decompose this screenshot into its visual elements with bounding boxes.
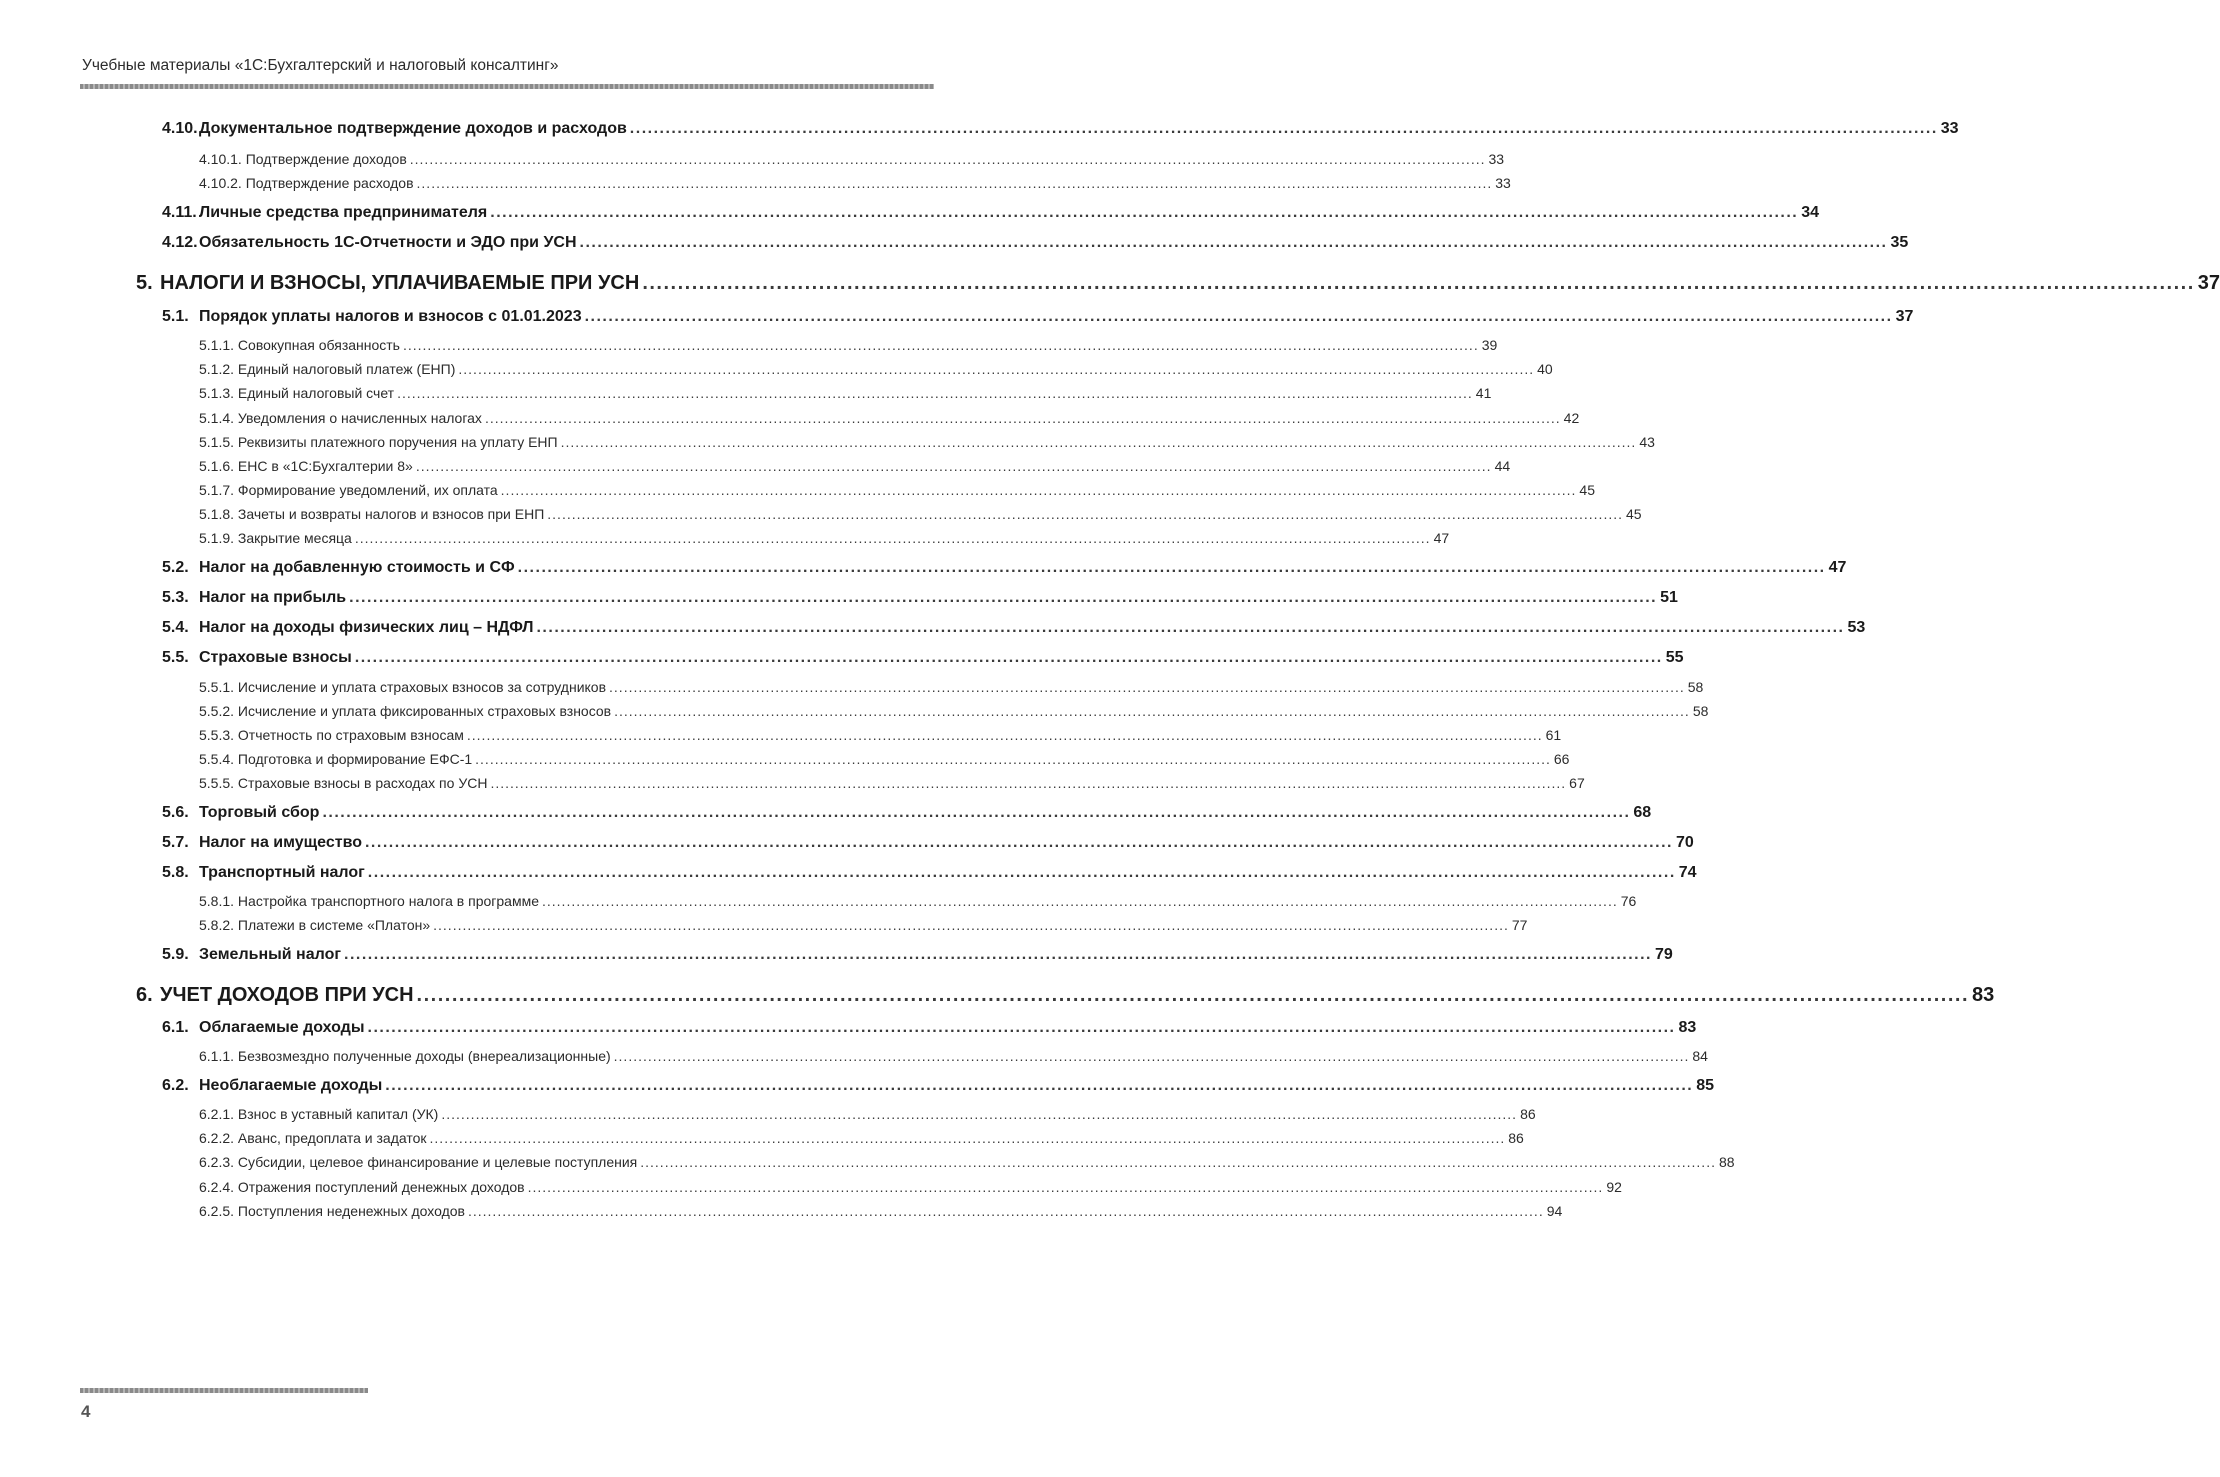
toc-entry-title <box>199 385 394 401</box>
toc-leader-dots: ............................................................................................................................................................................................................................ <box>322 804 1631 821</box>
toc-entry <box>199 175 1511 191</box>
toc-leader-dots: ............................................................................................................................................................................................................................ <box>397 385 1473 401</box>
toc-entry-title <box>162 834 362 852</box>
toc-entry-text: Закрытие месяца <box>237 530 352 546</box>
toc-entry-text: Взнос в уставный капитал (УК) <box>237 1106 439 1122</box>
toc-entry-title <box>199 1179 525 1195</box>
toc-entry-text: Страховые взносы в расходах по УСН <box>237 775 488 791</box>
toc-entry <box>162 649 1684 667</box>
toc-entry <box>162 834 1694 852</box>
toc-entry-number: 5.9. <box>162 946 189 963</box>
toc-entry-title <box>162 619 533 637</box>
toc-entry-number: 5.1.5. <box>199 434 235 450</box>
toc-entry-text: Исчисление и уплата фиксированных страховых взносов <box>237 703 612 719</box>
toc-leader-dots: ............................................................................................................................................................................................................................ <box>609 679 1685 695</box>
toc-page-number: 47 <box>1828 559 1847 576</box>
toc-entry-title <box>162 1019 365 1037</box>
toc-leader-dots: ............................................................................................................................................................................................................................ <box>579 234 1888 251</box>
toc-entry-title <box>199 337 400 353</box>
toc-entry-title <box>199 917 430 933</box>
toc-page-number: 88 <box>1718 1154 1735 1170</box>
footer-rule <box>80 1388 368 1393</box>
toc-leader-dots: ............................................................................................................................................................................................................................ <box>467 1203 1544 1219</box>
toc-entry-title <box>199 458 413 474</box>
toc-entry-text: Торговый сбор <box>199 804 320 821</box>
toc-entry-text: Земельный налог <box>199 946 342 963</box>
toc-entry-text: Поступления неденежных доходов <box>237 1203 465 1219</box>
toc-entry-title <box>162 946 341 964</box>
toc-page-number: 47 <box>1433 530 1450 546</box>
toc-entry <box>162 234 1909 252</box>
toc-entry-text: Подтверждение расходов <box>245 175 414 191</box>
toc-entry <box>199 1203 1563 1219</box>
toc-page-number: 74 <box>1678 864 1697 881</box>
toc-entry <box>162 619 1866 637</box>
running-header: Учебные материалы «1С:Бухгалтерский и налоговый консалтинг» <box>82 57 559 74</box>
toc-entry-text: Настройка транспортного налога в программе <box>237 893 539 909</box>
toc-entry-text: Отчетность по страховым взносам <box>237 727 464 743</box>
toc-leader-dots: ............................................................................................................................................................................................................................ <box>349 589 1658 606</box>
toc-entry-number: 5.5.5. <box>199 775 235 791</box>
toc-entry-number: 5.1. <box>162 308 189 325</box>
toc-entry-title <box>136 984 414 1007</box>
toc-page-number: 77 <box>1511 917 1528 933</box>
toc-entry-title <box>162 308 582 326</box>
toc-entry-number: 6. <box>136 984 153 1006</box>
toc-page-number: 85 <box>1696 1077 1715 1094</box>
toc-entry-title <box>199 361 455 377</box>
toc-entry <box>199 434 1655 450</box>
toc-entry-number: 5.5.2. <box>199 703 235 719</box>
toc-entry-text: Транспортный налог <box>199 864 365 881</box>
toc-entry-text: Совокупная обязанность <box>237 337 400 353</box>
toc-entry-title <box>199 727 464 743</box>
toc-page-number: 68 <box>1633 804 1652 821</box>
toc-page-number: 40 <box>1537 361 1553 377</box>
toc-page-number: 83 <box>1972 984 1995 1006</box>
toc-entry-text: Отражения поступлений денежных доходов <box>237 1179 525 1195</box>
toc-page-number: 55 <box>1665 649 1684 666</box>
toc-entry-title <box>199 893 539 909</box>
toc-entry-number: 6.2.5. <box>199 1203 235 1219</box>
header-rule <box>80 84 934 89</box>
toc-page-number: 37 <box>2197 272 2220 294</box>
toc-leader-dots: ............................................................................................................................................................................................................................ <box>560 434 1637 450</box>
toc-entry-number: 6.2.4. <box>199 1179 235 1195</box>
toc-leader-dots: ............................................................................................................................................................................................................................ <box>364 834 1673 851</box>
toc-page-number: 94 <box>1546 1203 1563 1219</box>
toc-page-number: 44 <box>1494 458 1511 474</box>
toc-leader-dots: ............................................................................................................................................................................................................................ <box>466 727 1543 743</box>
toc-entry-number: 4.12. <box>162 234 198 251</box>
toc-page-number: 34 <box>1801 204 1820 221</box>
toc-entry-title <box>162 589 346 607</box>
toc-entry-text: Формирование уведомлений, их оплата <box>237 482 498 498</box>
toc-entry-number: 5.1.9. <box>199 530 235 546</box>
toc-entry-text: Единый налоговый счет <box>237 385 395 401</box>
toc-entry-text: Исчисление и уплата страховых взносов за сотрудников <box>237 679 607 695</box>
toc-entry-text: Подтверждение доходов <box>245 151 407 167</box>
toc-entry-number: 6.2.3. <box>199 1154 235 1170</box>
toc-entry-title <box>199 151 407 167</box>
toc-leader-dots: ............................................................................................................................................................................................................................ <box>614 703 1690 719</box>
toc-page-number: 41 <box>1475 385 1492 401</box>
toc-entry-title <box>199 1154 637 1170</box>
toc-entry-text: Единый налоговый платеж (ЕНП) <box>237 361 456 377</box>
toc-entry-title <box>199 1130 427 1146</box>
toc-entry-title <box>199 679 606 695</box>
toc-entry <box>199 1048 1708 1064</box>
toc-entry <box>199 1154 1735 1170</box>
toc-leader-dots: ............................................................................................................................................................................................................................ <box>500 482 1577 498</box>
toc-leader-dots: ............................................................................................................................................................................................................................ <box>536 619 1845 636</box>
toc-entry-text: Налог на добавленную стоимость и СФ <box>199 559 515 576</box>
toc-entry-title <box>162 559 515 577</box>
toc-page-number: 66 <box>1553 751 1570 767</box>
toc-entry-text: Подготовка и формирование ЕФС-1 <box>237 751 473 767</box>
toc-leader-dots: ............................................................................................................................................................................................................................ <box>542 893 1618 909</box>
toc-entry-number: 5.1.4. <box>199 410 235 426</box>
toc-page-number: 42 <box>1563 410 1580 426</box>
toc-entry-number: 5.1.3. <box>199 385 235 401</box>
toc-entry-number: 6.2.1. <box>199 1106 235 1122</box>
toc-entry-title <box>162 1077 382 1095</box>
toc-page-number: 33 <box>1940 120 1959 137</box>
toc-entry-number: 4.10.2. <box>199 175 242 191</box>
toc-entry-title <box>199 530 352 546</box>
toc-page-number: 79 <box>1654 946 1673 963</box>
toc-entry-text: Уведомления о начисленных налогах <box>237 410 482 426</box>
toc-entry-title <box>199 751 472 767</box>
toc-leader-dots: ............................................................................................................................................................................................................................ <box>527 1179 1604 1195</box>
toc-entry-number: 5.7. <box>162 834 189 851</box>
toc-entry-text: Обязательность 1С-Отчетности и ЭДО при УСН <box>199 234 577 251</box>
toc-entry <box>162 559 1847 577</box>
toc-entry-text: Документальное подтверждение доходов и расходов <box>199 120 627 137</box>
toc-entry-number: 5.2. <box>162 559 189 576</box>
toc-entry-number: 4.11. <box>162 204 197 221</box>
toc-entry-title <box>199 434 558 450</box>
toc-page-number: 76 <box>1620 893 1637 909</box>
page-number: 4 <box>81 1402 91 1421</box>
toc-page-number: 45 <box>1626 506 1642 522</box>
toc-leader-dots: ............................................................................................................................................................................................................................ <box>429 1130 1506 1146</box>
toc-leader-dots: ............................................................................................................................................................................................................................ <box>584 308 1893 325</box>
toc-leader-dots: ............................................................................................................................................................................................................................ <box>385 1077 1694 1094</box>
toc-entry <box>199 458 1511 474</box>
toc-entry-title <box>199 410 482 426</box>
toc-entry-title <box>162 804 319 822</box>
toc-entry <box>199 1130 1524 1146</box>
toc-entry-text: Порядок уплаты налогов и взносов с 01.01.2023 <box>199 308 582 325</box>
toc-entry-number: 5.8. <box>162 864 189 881</box>
toc-entry-title <box>199 775 487 791</box>
toc-entry <box>162 120 1959 138</box>
toc-leader-dots: ............................................................................................................................................................................................................................ <box>458 361 1535 377</box>
toc-page-number: 37 <box>1895 308 1914 325</box>
toc-entry <box>162 864 1697 882</box>
toc-entry <box>199 751 1570 767</box>
toc-entry-text: Реквизиты платежного поручения на уплату ЕНП <box>237 434 558 450</box>
toc-entry-number: 5.1.7. <box>199 482 235 498</box>
toc-entry <box>136 272 2220 295</box>
toc-entry <box>199 385 1492 401</box>
toc-entry <box>162 1077 1715 1095</box>
toc-entry <box>162 1019 1697 1037</box>
toc-leader-dots: ............................................................................................................................................................................................................................ <box>367 1019 1676 1036</box>
toc-leader-dots: ............................................................................................................................................................................................................................ <box>415 458 1492 474</box>
toc-entry <box>199 727 1562 743</box>
toc-entry-title <box>199 1048 611 1064</box>
toc-leader-dots: ............................................................................................................................................................................................................................ <box>402 337 1479 353</box>
toc-entry <box>162 804 1652 822</box>
toc-entry-text: Облагаемые доходы <box>199 1019 365 1036</box>
toc-leader-dots: ............................................................................................................................................................................................................................ <box>642 272 2195 294</box>
toc-entry-number: 5.5. <box>162 649 189 666</box>
toc-entry <box>136 984 1995 1007</box>
toc-page-number: 92 <box>1606 1179 1622 1195</box>
toc-entry-text: ЕНС в «1С:Бухгалтерии 8» <box>237 458 413 474</box>
toc-entry-number: 5.5.4. <box>199 751 235 767</box>
toc-entry-title <box>136 272 639 295</box>
toc-entry-text: Налог на доходы физических лиц – НДФЛ <box>199 619 534 636</box>
toc-entry <box>199 775 1585 791</box>
toc-entry-number: 5.8.2. <box>199 917 235 933</box>
toc-entry-title <box>199 1106 438 1122</box>
toc-page-number: 86 <box>1508 1130 1524 1146</box>
toc-entry-number: 5.1.1. <box>199 337 235 353</box>
toc-entry <box>162 204 1820 222</box>
toc-entry-number: 5.1.2. <box>199 361 235 377</box>
toc-entry-text: УЧЕТ ДОХОДОВ ПРИ УСН <box>160 984 414 1006</box>
toc-leader-dots: ............................................................................................................................................................................................................................ <box>484 410 1561 426</box>
toc-page-number: 70 <box>1675 834 1694 851</box>
toc-entry <box>162 589 1678 607</box>
toc-leader-dots: ............................................................................................................................................................................................................................ <box>640 1154 1716 1170</box>
toc-leader-dots: ............................................................................................................................................................................................................................ <box>613 1048 1690 1064</box>
toc-entry-number: 5.4. <box>162 619 189 636</box>
toc-leader-dots: ............................................................................................................................................................................................................................ <box>433 917 1509 933</box>
toc-entry-number: 6.2.2. <box>199 1130 235 1146</box>
toc-entry-text: НАЛОГИ И ВЗНОСЫ, УПЛАЧИВАЕМЫЕ ПРИ УСН <box>160 272 640 294</box>
toc-entry <box>199 361 1553 377</box>
toc-entry-title <box>162 864 365 882</box>
toc-page-number: 58 <box>1687 679 1704 695</box>
toc-entry-text: Личные средства предпринимателя <box>199 204 488 221</box>
toc-entry-number: 6.1. <box>162 1019 189 1036</box>
toc-entry <box>199 893 1637 909</box>
toc-entry <box>199 1179 1622 1195</box>
toc-leader-dots: ............................................................................................................................................................................................................................ <box>629 120 1938 137</box>
toc-page-number: 51 <box>1660 589 1678 606</box>
toc-leader-dots: ............................................................................................................................................................................................................................ <box>416 984 1970 1006</box>
toc-page-number: 45 <box>1579 482 1595 498</box>
toc-entry <box>199 703 1709 719</box>
toc-entry-text: Субсидии, целевое финансирование и целевые поступления <box>237 1154 638 1170</box>
toc-entry <box>199 410 1580 426</box>
toc-leader-dots: ............................................................................................................................................................................................................................ <box>490 775 1567 791</box>
toc-entry-number: 4.10. <box>162 120 198 137</box>
toc-entry <box>199 1106 1536 1122</box>
toc-entry-text: Страховые взносы <box>199 649 352 666</box>
toc-leader-dots: ............................................................................................................................................................................................................................ <box>416 175 1493 191</box>
toc-entry-number: 5.5.3. <box>199 727 235 743</box>
toc-page-number: 84 <box>1692 1048 1708 1064</box>
toc-entry-title <box>199 703 611 719</box>
toc-entry <box>199 530 1450 546</box>
toc-page-number: 33 <box>1495 175 1511 191</box>
toc-entry-text: Аванс, предоплата и задаток <box>237 1130 427 1146</box>
toc-entry <box>199 337 1498 353</box>
toc-entry-title <box>162 234 577 252</box>
toc-entry-number: 5.5.1. <box>199 679 235 695</box>
toc-page-number: 61 <box>1545 727 1562 743</box>
toc-leader-dots: ............................................................................................................................................................................................................................ <box>354 649 1663 666</box>
toc-leader-dots: ............................................................................................................................................................................................................................ <box>517 559 1826 576</box>
toc-entry-title <box>162 649 352 667</box>
toc-entry <box>199 679 1704 695</box>
toc-entry-number: 4.10.1. <box>199 151 242 167</box>
toc-entry-title <box>199 175 414 191</box>
toc-entry-text: Необлагаемые доходы <box>199 1077 383 1094</box>
toc-entry-number: 5.8.1. <box>199 893 235 909</box>
toc-page-number: 53 <box>1847 619 1866 636</box>
toc-leader-dots: ............................................................................................................................................................................................................................ <box>344 946 1652 963</box>
toc-entry-text: Платежи в системе «Платон» <box>237 917 431 933</box>
toc-leader-dots: ............................................................................................................................................................................................................................ <box>367 864 1676 881</box>
toc-entry <box>199 917 1528 933</box>
toc-page-number: 58 <box>1692 703 1709 719</box>
toc-page-number: 86 <box>1520 1106 1536 1122</box>
toc-page-number: 33 <box>1488 151 1505 167</box>
toc-entry-number: 5.1.8. <box>199 506 235 522</box>
toc-leader-dots: ............................................................................................................................................................................................................................ <box>409 151 1486 167</box>
toc-leader-dots: ............................................................................................................................................................................................................................ <box>441 1106 1518 1122</box>
toc-entry-number: 5.6. <box>162 804 189 821</box>
toc-page-number: 39 <box>1481 337 1498 353</box>
toc-entry-text: Налог на имущество <box>199 834 362 851</box>
toc-entry <box>162 946 1673 964</box>
toc-entry <box>162 308 1914 326</box>
toc-leader-dots: ............................................................................................................................................................................................................................ <box>490 204 1799 221</box>
toc-page-number: 35 <box>1890 234 1909 251</box>
toc-entry-title <box>162 204 487 222</box>
toc-entry-number: 5.1.6. <box>199 458 235 474</box>
toc-entry <box>199 506 1642 522</box>
toc-entry-title <box>199 1203 465 1219</box>
toc-entry-text: Зачеты и возвраты налогов и взносов при ЕНП <box>237 506 545 522</box>
toc-entry-title <box>162 120 627 138</box>
toc-entry-number: 5.3. <box>162 589 189 606</box>
toc-leader-dots: ............................................................................................................................................................................................................................ <box>547 506 1624 522</box>
toc-entry-text: Безвозмездно полученные доходы (внереализационные) <box>237 1048 611 1064</box>
toc-entry-number: 5. <box>136 272 153 294</box>
toc-leader-dots: ............................................................................................................................................................................................................................ <box>354 530 1431 546</box>
toc-entry-title <box>199 482 498 498</box>
toc-page-number: 67 <box>1569 775 1585 791</box>
toc-entry-number: 6.2. <box>162 1077 189 1094</box>
toc-entry <box>199 151 1505 167</box>
toc-entry-number: 6.1.1. <box>199 1048 235 1064</box>
toc-page-number: 83 <box>1678 1019 1697 1036</box>
toc-entry-text: Налог на прибыль <box>199 589 347 606</box>
toc-entry-title <box>199 506 544 522</box>
toc-page-number: 43 <box>1639 434 1655 450</box>
toc-leader-dots: ............................................................................................................................................................................................................................ <box>475 751 1551 767</box>
toc-entry <box>199 482 1595 498</box>
